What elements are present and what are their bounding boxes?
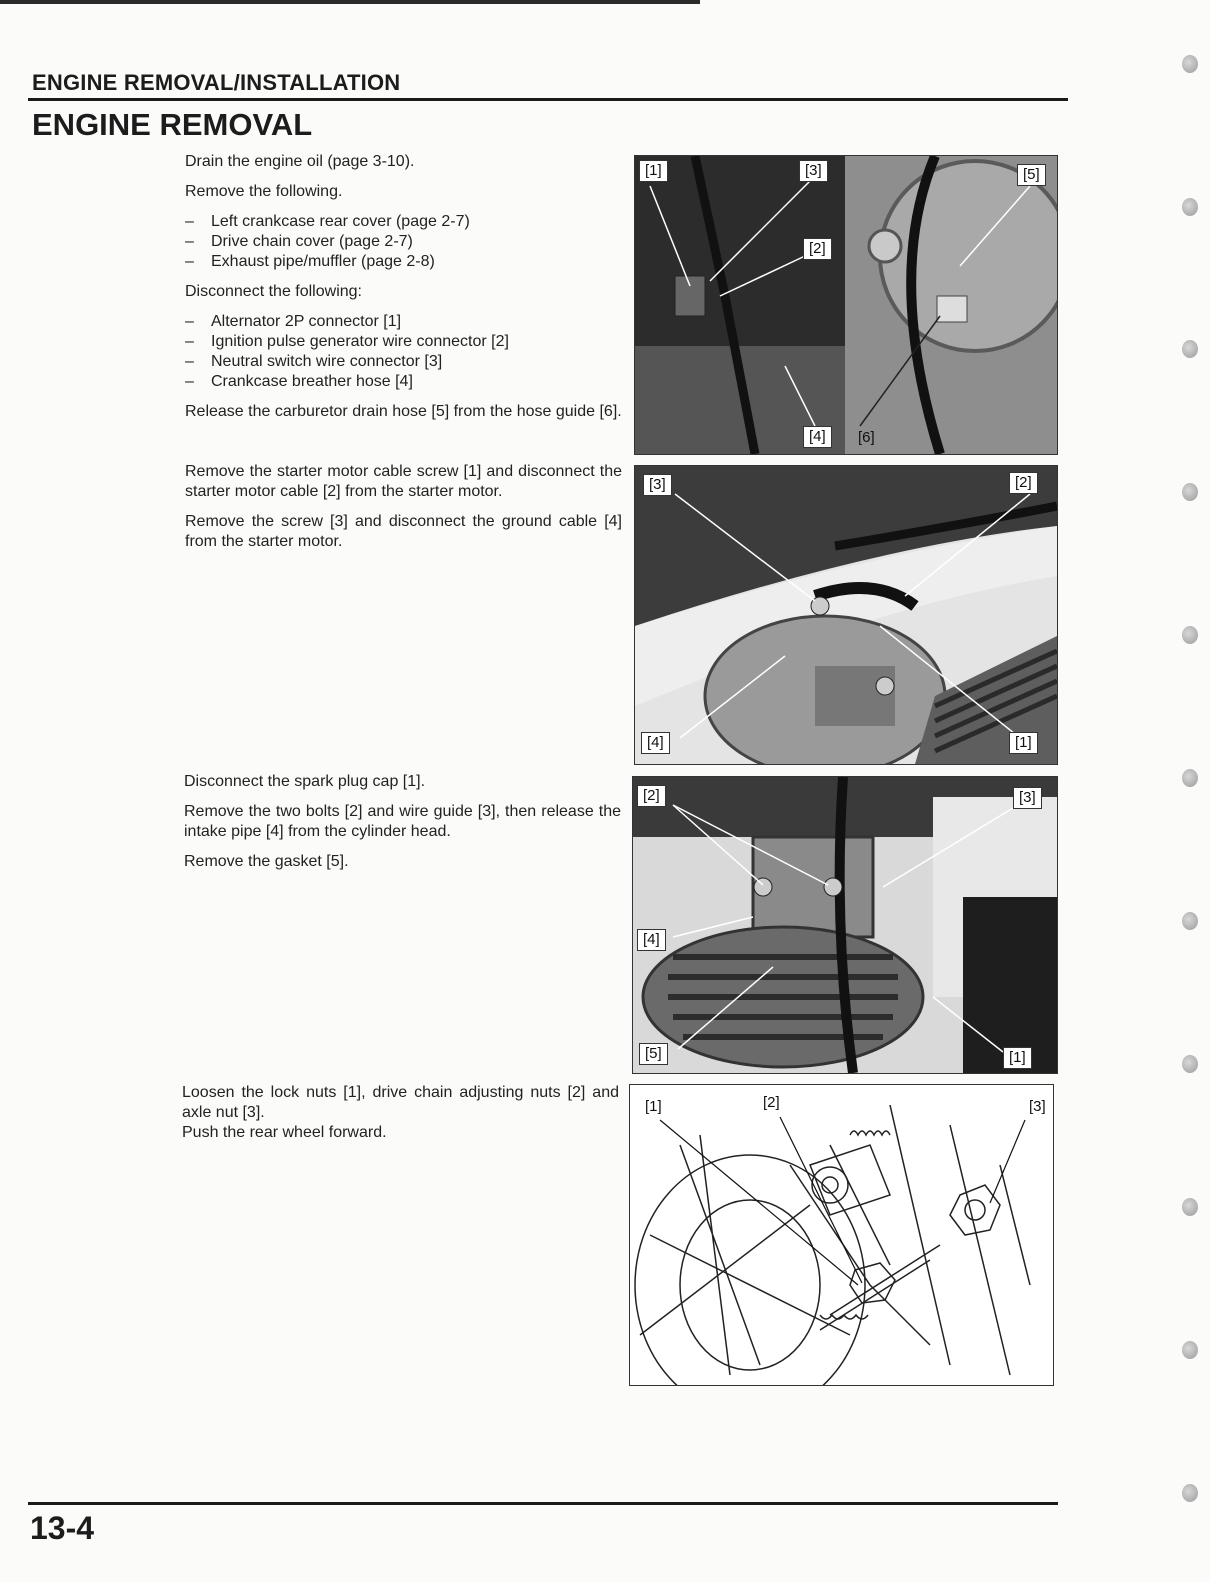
binder-hole	[1182, 340, 1198, 358]
figure-1-photo	[634, 155, 1058, 455]
footer-divider	[28, 1502, 1058, 1505]
release-hose-text: Release the carburetor drain hose [5] from the hose guide [6].	[185, 403, 622, 420]
fig3-label-1: [1]	[1003, 1047, 1032, 1069]
fig4-label-1: [1]	[645, 1098, 662, 1115]
binder-hole	[1182, 1055, 1198, 1073]
push-wheel-text: Push the rear wheel forward.	[182, 1124, 387, 1141]
fig2-label-2: [2]	[1009, 472, 1038, 494]
binder-hole	[1182, 912, 1198, 930]
fig1-label-4: [4]	[803, 426, 832, 448]
fig1-label-5: [5]	[1017, 164, 1046, 186]
top-border-line	[0, 0, 700, 4]
disconnect-list	[185, 312, 622, 392]
fig4-label-2: [2]	[763, 1094, 780, 1111]
intake-pipe-text: Remove the two bolts [2] and wire guide [3], then release the intake pipe [4] from the cylinder head.	[184, 803, 621, 840]
remove-list	[185, 212, 622, 272]
binder-hole	[1182, 769, 1198, 787]
fig1-label-6: [6]	[858, 429, 875, 446]
list-item: – Ignition pulse generator wire connector [2]	[185, 332, 622, 352]
fig1-label-1: [1]	[639, 160, 668, 182]
loosen-nuts-text: Loosen the lock nuts [1], drive chain adjusting nuts [2] and axle nut [3].	[182, 1084, 619, 1121]
starter-cable-text: Remove the starter motor cable screw [1] and disconnect the starter motor cable [2] from the starter motor.	[185, 463, 622, 500]
disconnect-intro: Disconnect the following:	[185, 283, 362, 300]
fig4-label-3: [3]	[1029, 1098, 1046, 1115]
list-item: – Exhaust pipe/muffler (page 2-8)	[185, 252, 622, 272]
fig3-label-4: [4]	[637, 929, 666, 951]
figure-4-illustration	[630, 1085, 1053, 1385]
step2-text	[185, 462, 622, 562]
list-item: – Drive chain cover (page 2-7)	[185, 232, 622, 252]
list-item: – Neutral switch wire connector [3]	[185, 352, 622, 372]
fig1-label-3: [3]	[799, 160, 828, 182]
binder-hole	[1182, 55, 1198, 73]
list-item: – Left crankcase rear cover (page 2-7)	[185, 212, 622, 232]
figure-3-photo	[632, 776, 1058, 1074]
figure-1-illustration	[635, 156, 1057, 454]
page-number: 13-4	[30, 1510, 95, 1546]
binder-hole	[1182, 626, 1198, 644]
header-divider	[28, 98, 1068, 101]
binder-hole	[1182, 483, 1198, 501]
drain-oil-text: Drain the engine oil (page 3-10).	[185, 153, 415, 170]
fig1-label-2: [2]	[803, 238, 832, 260]
step3-text	[184, 772, 621, 882]
list-item: – Alternator 2P connector [1]	[185, 312, 622, 332]
figure-2-photo	[634, 465, 1058, 765]
figure-2-illustration	[635, 466, 1057, 764]
fig3-label-2: [2]	[637, 785, 666, 807]
fig2-label-1: [1]	[1009, 732, 1038, 754]
binder-hole	[1182, 1198, 1198, 1216]
figure-3-illustration	[633, 777, 1057, 1073]
step1-text	[185, 152, 622, 432]
binder-hole	[1182, 1484, 1198, 1502]
step4-text	[182, 1083, 619, 1153]
fig2-label-3: [3]	[643, 474, 672, 496]
binder-hole	[1182, 198, 1198, 216]
binder-hole	[1182, 1341, 1198, 1359]
list-item: – Crankcase breather hose [4]	[185, 372, 622, 392]
remove-intro: Remove the following.	[185, 183, 343, 200]
ground-cable-text: Remove the screw [3] and disconnect the ground cable [4] from the starter motor.	[185, 513, 622, 550]
fig2-label-4: [4]	[641, 732, 670, 754]
fig3-label-5: [5]	[639, 1043, 668, 1065]
section-header: ENGINE REMOVAL/INSTALLATION	[32, 70, 401, 95]
gasket-text: Remove the gasket [5].	[184, 853, 349, 870]
figure-4-drawing	[629, 1084, 1054, 1386]
spark-plug-text: Disconnect the spark plug cap [1].	[184, 773, 426, 790]
page-title: ENGINE REMOVAL	[32, 107, 313, 142]
fig3-label-3: [3]	[1013, 787, 1042, 809]
